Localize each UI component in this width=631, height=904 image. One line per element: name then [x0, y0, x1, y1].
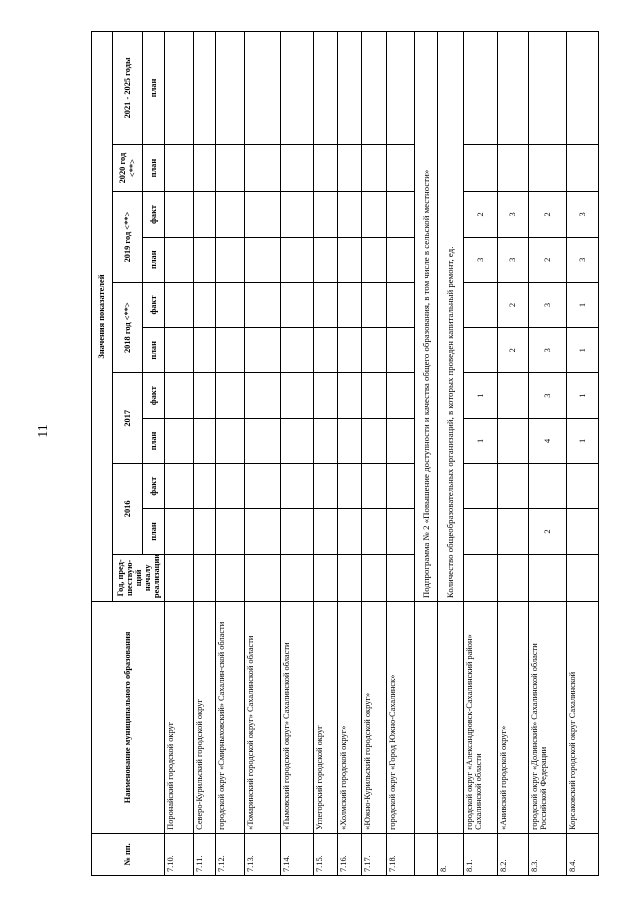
section-row	[438, 32, 463, 876]
table-row	[245, 32, 281, 876]
row-number: 7.14.	[281, 833, 314, 875]
header-2021-2025: 2021 - 2025 годы	[113, 32, 143, 145]
table-row: 8.3. городской округ «Долинский» Сахалинской области Российской Федерации 2 4 3 3 3 2 2	[529, 32, 567, 876]
row-municipality: «Томаринский городской округ» Сахалинской области	[245, 602, 281, 834]
row-number: 8.2.	[497, 833, 529, 875]
header-plan: план	[143, 32, 165, 145]
row-municipality: городской округ «Смирныховский» Сахалин-ской области	[215, 602, 245, 834]
table-row	[281, 32, 314, 876]
row-municipality: «Анивский городской округ»	[497, 602, 529, 834]
table-row	[215, 32, 245, 876]
row-number: 8.1.	[463, 833, 497, 875]
row-municipality: городской округ «Долинский» Сахалинской области Российской Федерации	[529, 602, 567, 834]
header-plan: план	[143, 509, 165, 554]
header-plan: план	[143, 237, 165, 282]
header-2020: 2020 год <**>	[113, 144, 143, 191]
row-number: 7.12.	[215, 833, 245, 875]
row-number: 7.10.	[165, 833, 194, 875]
header-2017: 2017	[113, 373, 143, 464]
header-plan: план	[143, 328, 165, 373]
section-number: 8.	[438, 833, 463, 875]
table-row	[386, 32, 415, 876]
row-municipality: «Южно-Курильский городской округ»	[362, 602, 386, 834]
header-no: № пп.	[92, 833, 165, 875]
indicators-table	[91, 31, 599, 876]
row-municipality: Северо-Курильский городской округ	[193, 602, 215, 834]
header-fact: факт	[143, 192, 165, 237]
header-municipality: Наименование муниципального образования	[92, 602, 165, 834]
row-number: 8.4.	[567, 833, 599, 875]
row-number: 7.11.	[193, 833, 215, 875]
row-number: 7.13.	[245, 833, 281, 875]
table-row	[338, 32, 362, 876]
table-row: 8.4. Корсаковский городской округ Сахалинской 1 1 1 1 3 3	[567, 32, 599, 876]
table-row: 8.1. городской округ «Александровск-Сахалинский район» Сахалинской области 1 1 3 2	[463, 32, 497, 876]
table-row	[193, 32, 215, 876]
header-fact: факт	[143, 282, 165, 327]
row-number: 7.18.	[386, 833, 415, 875]
row-number: 8.3.	[529, 833, 567, 875]
header-plan: план	[143, 418, 165, 463]
header-fact: факт	[143, 464, 165, 509]
header-2019: 2019 год <**>	[113, 192, 143, 283]
table-row	[165, 32, 194, 876]
section-title: Количество общеобразовательных организаций, в которых проведен капитальный ремонт, ед.	[438, 32, 463, 602]
row-municipality: городской округ «Александровск-Сахалинский район» Сахалинской области	[463, 602, 497, 834]
subprogram-title: Подпрограмма № 2 «Повышение доступности и качества общего образования, в том числе в сельской местности»	[415, 32, 438, 602]
row-municipality: Углегорский городской округ	[313, 602, 337, 834]
page-number: 11	[36, 424, 51, 438]
row-municipality: Корсаковский городской округ Сахалинской	[567, 602, 599, 834]
row-municipality: «Тымовский городской округ» Сахалинской области	[281, 602, 314, 834]
row-municipality: Поронайский городской округ	[165, 602, 194, 834]
row-number: 7.17.	[362, 833, 386, 875]
row-municipality: «Холмский городской округ»	[338, 602, 362, 834]
header-2016: 2016	[113, 464, 143, 555]
row-municipality: городской округ «Город Южно-Сахалинск»	[386, 602, 415, 834]
table-row: 8.2. «Анивский городской округ» 2 2 3 3	[497, 32, 529, 876]
row-number: 7.16.	[338, 833, 362, 875]
rotated-table-container	[91, 31, 599, 876]
header-plan: план	[143, 144, 165, 191]
header-2018: 2018 год <**>	[113, 282, 143, 373]
table-row	[362, 32, 386, 876]
header-values: Значения показателей	[92, 32, 113, 602]
header-prev-year: Год, пред-шествую-щий началу реализации	[113, 554, 165, 601]
row-number: 7.15.	[313, 833, 337, 875]
table-row	[313, 32, 337, 876]
subprogram-row	[415, 32, 438, 876]
header-fact: факт	[143, 373, 165, 418]
